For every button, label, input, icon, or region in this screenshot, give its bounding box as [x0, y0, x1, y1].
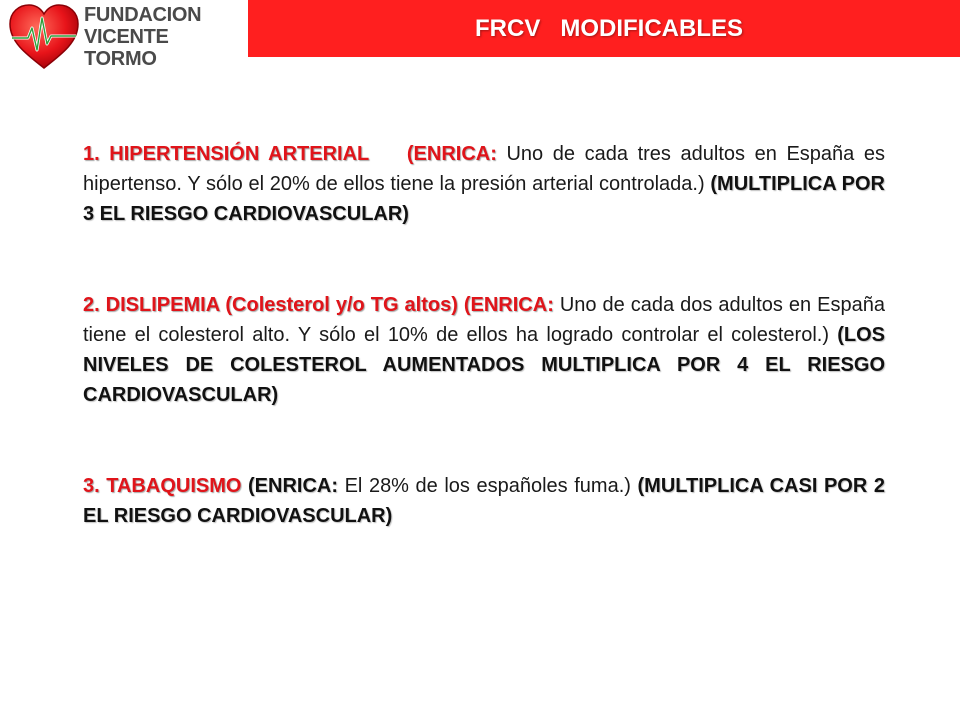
item-risk: (MULTIPLICA CASI POR 2 EL RIESGO CARDIOVASCULAR): [83, 475, 885, 527]
list-item-hipertension: [83, 139, 885, 229]
item-body: Uno de cada tres adultos en España es hipertenso. Y sólo el 20% de ellos tiene la presión arterial controlada.): [83, 143, 885, 195]
risk-factor-list: [83, 139, 885, 531]
list-item-tabaquismo: [83, 471, 885, 531]
item-risk: (MULTIPLICA POR 3 EL RIESGO CARDIOVASCULAR): [83, 173, 885, 225]
heart-logo-icon: [6, 2, 82, 72]
logo-line-1: FUNDACION: [84, 4, 202, 26]
item-heading: 3. TABAQUISMO: [83, 475, 242, 497]
item-body: El 28% de los españoles fuma.): [338, 475, 638, 497]
logo-text: [84, 4, 246, 70]
item-body: Uno de cada dos adultos en España tiene el colesterol alto. Y sólo el 10% de ellos ha logrado controlar el colesterol.): [83, 294, 885, 346]
title-banner: [248, 0, 960, 57]
fundacion-logo: [6, 0, 246, 72]
logo-line-2: VICENTE TORMO: [84, 26, 169, 70]
list-item-dislipemia: [83, 290, 885, 410]
page-title: FRCV MODIFICABLES: [475, 14, 743, 42]
enrica-label: (ENRICA:: [463, 294, 554, 316]
enrica-label: (ENRICA:: [248, 475, 339, 497]
item-heading: 2. DISLIPEMIA (Colesterol y/o TG altos): [83, 294, 458, 316]
item-risk: (LOS NIVELES DE COLESTEROL AUMENTADOS MULTIPLICA POR 4 EL RIESGO CARDIOVASCULAR): [83, 324, 885, 406]
item-heading: 1. HIPERTENSIÓN ARTERIAL: [83, 143, 370, 165]
enrica-label: (ENRICA:: [406, 143, 497, 165]
